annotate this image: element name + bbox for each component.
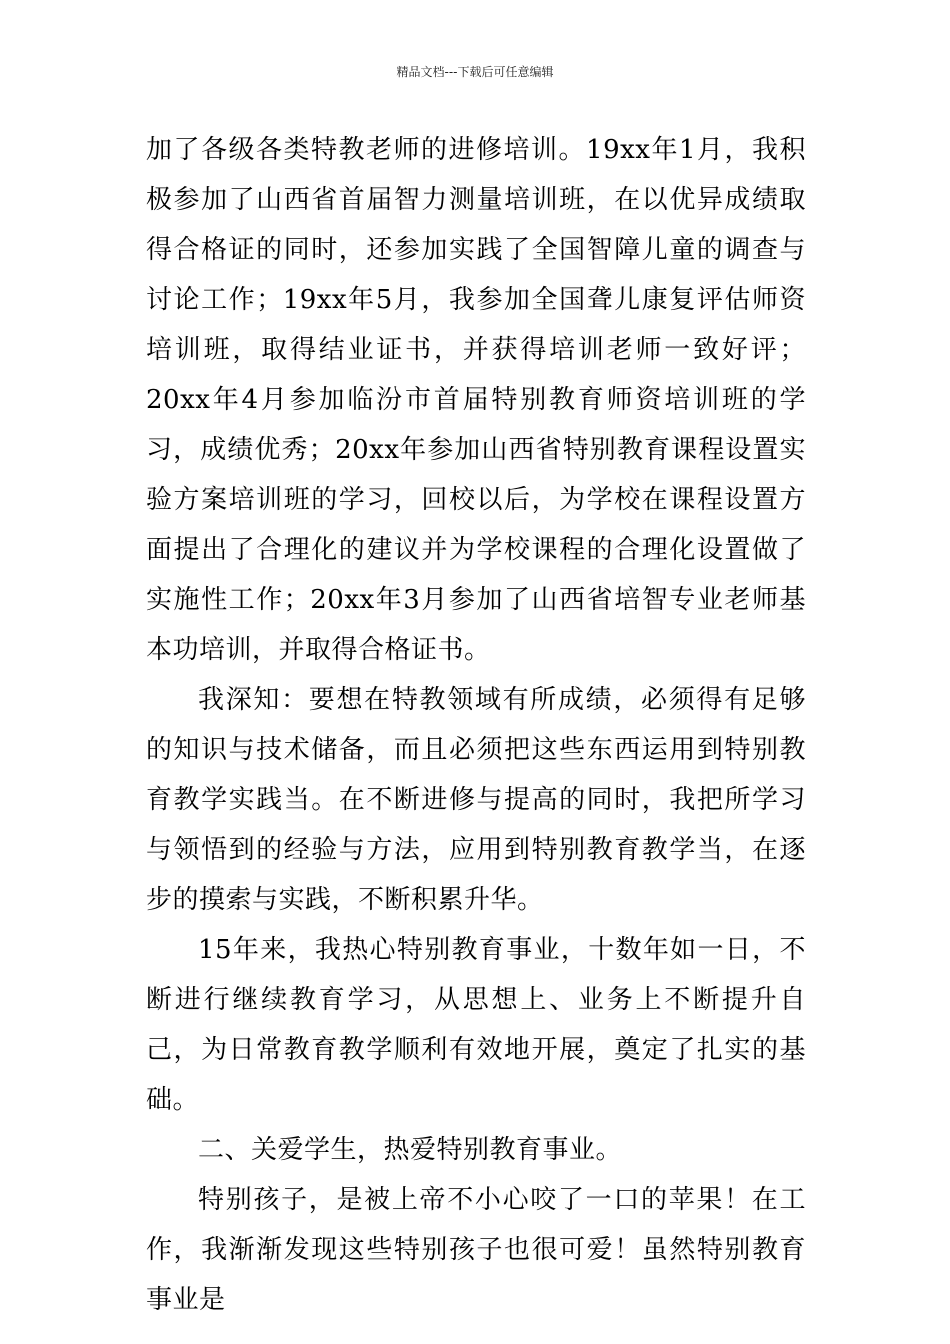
page-header: 精品文档---下载后可任意编辑: [396, 65, 554, 79]
paragraph-knowledge-reserve: 我深知：要想在特教领域有所成绩，必须得有足够的知识与技术储备，而且必须把这些东西运用到特别教育教学实践当。在不断进修与提高的同时，我把所学习与领悟到的经验与方法，应用到特别教育教学当，在逐步的摸索与实践，不断积累升华。: [146, 685, 806, 915]
section-heading-care-for-students: 二、关爱学生，热爱特别教育事业。: [198, 1135, 623, 1165]
document-body: [146, 125, 806, 1325]
paragraph-training-record: 加了各级各类特教老师的进修培训。19xx年1月，我积极参加了山西省首届智力测量培训班，在以优异成绩取得合格证的同时，还参加实践了全国智障儿童的调查与讨论工作；19xx年5月，我参加全国聋儿康复评估师资培训班，取得结业证书，并获得培训老师一致好评；20xx年4月参加临汾市首届特别教育师资培训班的学习，成绩优秀；20xx年参加山西省特别教育课程设置实验方案培训班的学习，回校以后，为学校在课程设置方面提出了合理化的建议并为学校课程的合理化设置做了实施性工作；20xx年3月参加了山西省培智专业老师基本功培训，并取得合格证书。: [146, 135, 806, 665]
paragraph-special-children: 特别孩子，是被上帝不小心咬了一口的苹果！在工作，我渐渐发现这些特别孩子也很可爱！虽然特别教育事业是: [146, 1185, 806, 1315]
paragraph-continuing-education: 15年来，我热心特别教育事业，十数年如一日，不断进行继续教育学习，从思想上、业务上不断提升自己，为日常教育教学顺利有效地开展，奠定了扎实的基础。: [146, 935, 806, 1115]
